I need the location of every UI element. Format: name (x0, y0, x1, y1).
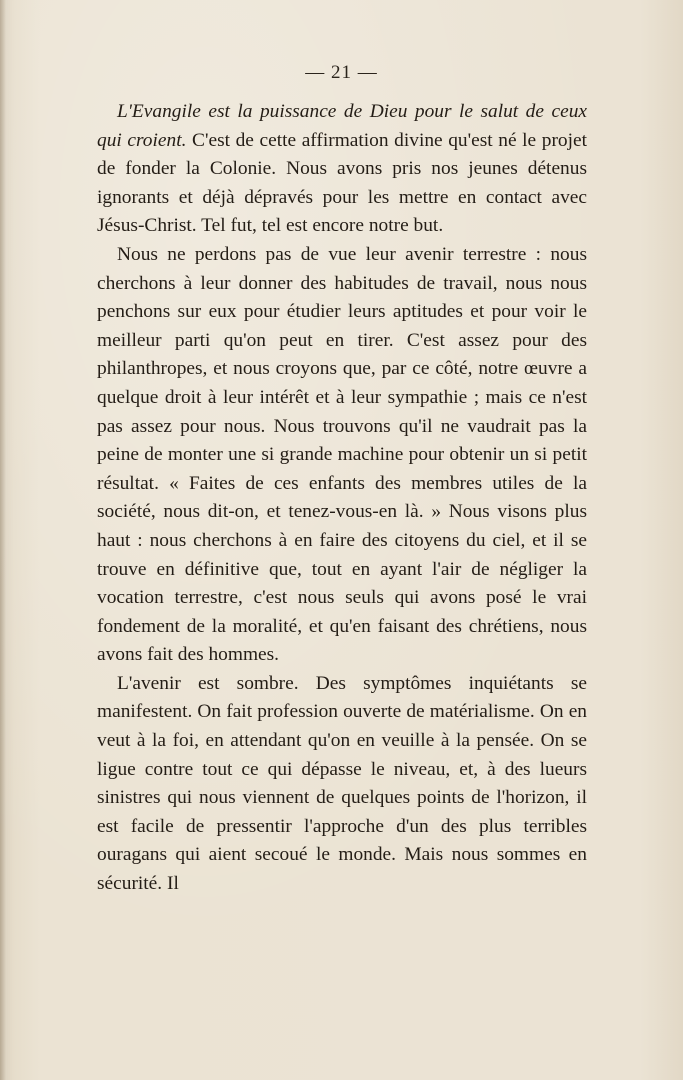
page-text (97, 98, 587, 899)
paragraph-2: Nous ne perdons pas de vue leur avenir terrestre : nous cherchons à leur donner des habitudes de travail, nous nous penchons sur eux pour étudier leurs aptitudes et pour voir le meilleur parti qu'on peut en tirer. C'est assez pour des philanthropes, et nous croyons que, par ce côté, notre œuvre a quelque droit à leur intérêt et à leur sympathie ; mais ce n'est pas assez pour nous. Nous trouvons qu'il ne vaudrait pas la peine de monter une si grande machine pour obtenir un si petit résultat. « Faites de ces enfants des membres utiles de la société, nous dit-on, et tenez-vous-en là. » Nous visons plus haut : nous cherchons à en faire des citoyens du ciel, et il se trouve en définitive que, tout en ayant l'air de négliger la vocation terrestre, c'est nous seuls qui avons posé le vrai fondement de la moralité, et qu'en faisant des chrétiens, nous avons fait des hommes. (97, 243, 587, 666)
gutter-shadow (0, 0, 6, 1080)
paragraph-1 (97, 98, 587, 241)
page-number: — 21 — (305, 62, 378, 83)
paragraph-3: L'avenir est sombre. Des symptômes inquiétants se manifestent. On fait profession ouverte de matérialisme. On en veut à la foi, en attendant qu'on en veuille à la pensée. On se ligue contre tout ce qui dépasse le niveau, et, à des lueurs sinistres qui nous viennent de quelques points de l'horizon, il est facile de pressentir l'approche d'un des plus terribles ouragans qui aient secoué le monde. Mais nous sommes en sécurité. Il (97, 672, 587, 895)
paragraph-1-text: C'est de cette affirmation divine qu'est né le projet de fonder la Colonie. Nous avons pris nos jeunes détenus ignorants et déjà dépravés pour les mettre en contact avec Jésus-Christ. Tel fut, tel est encore notre but. (97, 129, 587, 237)
italic-quote: L'Evangile est la puissance de Dieu pour le salut de ceux qui croient. (97, 101, 587, 151)
